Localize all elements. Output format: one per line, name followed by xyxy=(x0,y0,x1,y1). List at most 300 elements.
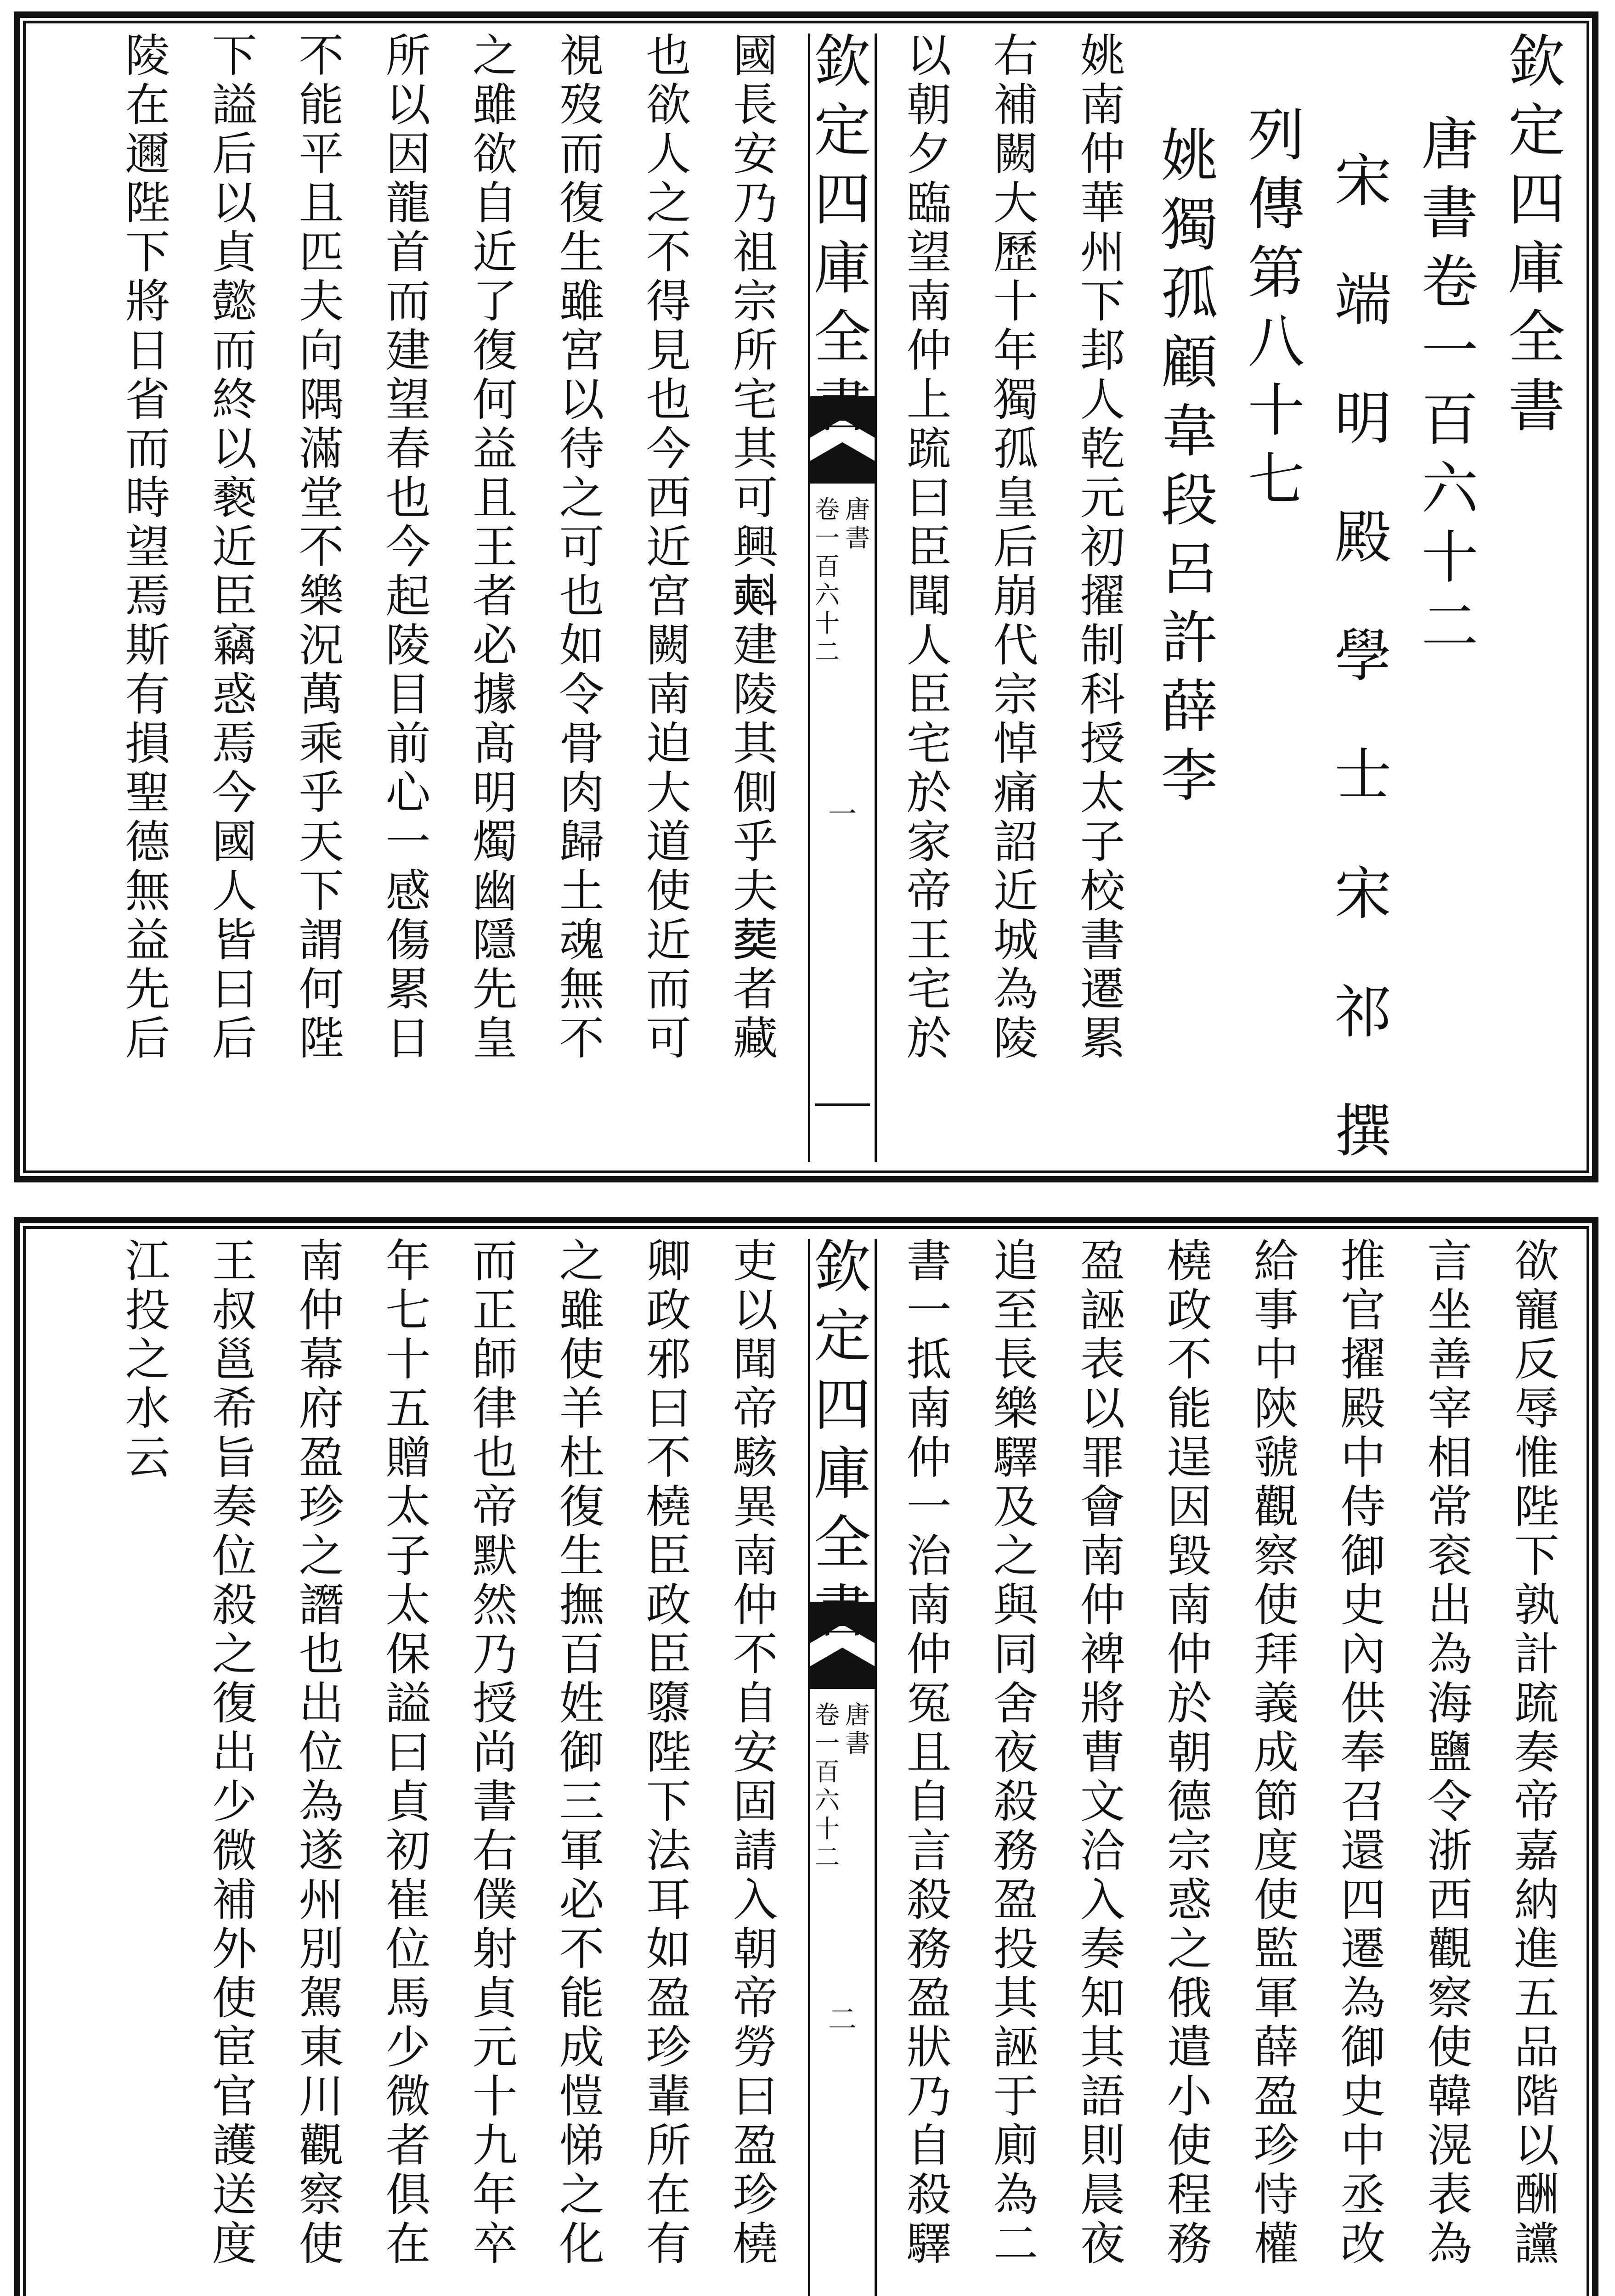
text-char: 得 xyxy=(646,276,691,328)
text-char: 為 xyxy=(1427,2218,1473,2270)
text-char: 宋 xyxy=(1334,148,1392,214)
text-column xyxy=(1233,1235,1320,2296)
text-char: 察 xyxy=(1254,1530,1299,1582)
text-char: 使 xyxy=(1254,1874,1299,1926)
text-char: 西 xyxy=(1427,1874,1473,1926)
text-char: 盈 xyxy=(299,1432,344,1484)
text-char: 上 xyxy=(906,374,952,426)
text-char: 俄 xyxy=(1167,1972,1212,2025)
text-char: 也 xyxy=(646,30,691,82)
text-char: 擢 xyxy=(1080,570,1125,623)
text-char: 其 xyxy=(1080,2021,1125,2074)
text-char: 橈 xyxy=(646,1481,691,1533)
fishtail-meta-char: 十 xyxy=(815,609,840,638)
text-char: 也 xyxy=(472,1432,518,1484)
text-char: 擢 xyxy=(1340,1334,1386,1386)
text-char: 近 xyxy=(472,226,518,279)
text-char: 下 xyxy=(1514,1530,1559,1582)
text-char: 大 xyxy=(993,177,1039,230)
text-column xyxy=(1146,34,1233,1162)
text-char: 復 xyxy=(472,325,518,377)
text-char: 誣 xyxy=(993,2021,1039,2074)
text-char: 七 xyxy=(385,1284,431,1337)
text-char: 長 xyxy=(993,1334,1039,1386)
text-char: 段 xyxy=(1161,467,1218,534)
text-char: 推 xyxy=(1340,1235,1386,1288)
text-char: 四 xyxy=(1508,167,1565,233)
text-char: 欲 xyxy=(1514,1235,1559,1288)
text-char: 書 xyxy=(906,1235,952,1288)
text-char: 不 xyxy=(559,1923,604,1975)
text-char: 懿 xyxy=(212,276,257,328)
text-char xyxy=(1329,806,1398,865)
text-char: 十 xyxy=(472,2071,518,2123)
text-char: 宮 xyxy=(559,325,604,377)
text-char: 益 xyxy=(472,423,518,475)
text-char: 於 xyxy=(906,1013,952,1065)
text-char: 視 xyxy=(559,30,604,82)
text-char: 狀 xyxy=(906,2021,952,2074)
text-char: 之 xyxy=(212,1628,257,1681)
text-char: 所 xyxy=(385,30,431,82)
text-char: 裨 xyxy=(1080,1628,1125,1681)
text-char: 者 xyxy=(385,2120,431,2172)
text-char: 無 xyxy=(559,963,604,1016)
text-char: 歸 xyxy=(559,816,604,868)
text-char: 臣 xyxy=(906,669,952,721)
text-char: 宗 xyxy=(1167,1825,1212,1877)
text-char: 王 xyxy=(906,914,952,967)
text-column xyxy=(191,30,278,1162)
text-char: 盈 xyxy=(906,1972,952,2025)
text-char: 年 xyxy=(993,325,1039,377)
text-char: 近 xyxy=(646,521,691,574)
text-char: 十 xyxy=(1248,378,1305,444)
text-char: 南 xyxy=(1080,79,1125,131)
text-char: 興 xyxy=(733,521,778,574)
text-char: 后 xyxy=(212,128,257,180)
text-char: 使 xyxy=(1167,2120,1212,2172)
text-char: 隳 xyxy=(646,1677,691,1730)
text-char: 列 xyxy=(1248,102,1305,169)
text-column xyxy=(104,1235,191,2296)
text-char: 且 xyxy=(299,177,344,230)
text-char: 也 xyxy=(385,472,431,524)
text-char: 欲 xyxy=(646,79,691,131)
text-char: 師 xyxy=(472,1334,518,1386)
text-column xyxy=(625,1235,712,2296)
text-char: 國 xyxy=(212,816,257,868)
text-char: 之 xyxy=(646,177,691,230)
text-char: 位 xyxy=(385,1923,431,1975)
text-char: 明 xyxy=(1334,386,1392,452)
text-char: 曰 xyxy=(646,1383,691,1435)
text-char: 第 xyxy=(1248,240,1305,306)
text-char: 在 xyxy=(125,79,170,131)
text-char: 天 xyxy=(299,816,344,868)
text-char: 邕 xyxy=(212,1334,257,1386)
text-char: 之 xyxy=(299,1530,344,1582)
text-char: 祖 xyxy=(733,226,778,279)
text-column xyxy=(278,30,365,1162)
text-char: 階 xyxy=(1514,2071,1559,2123)
text-char: 馬 xyxy=(385,1972,431,2025)
fishtail-meta-char: 十 xyxy=(815,1814,840,1843)
text-char: 浙 xyxy=(1427,1825,1473,1877)
text-char: 長 xyxy=(733,79,778,131)
text-column xyxy=(886,30,972,1162)
text-char: 自 xyxy=(906,1776,952,1828)
text-char: 補 xyxy=(993,79,1039,131)
text-char xyxy=(1329,925,1398,984)
text-char: 珍 xyxy=(299,1481,344,1533)
text-char: 宗 xyxy=(993,669,1039,721)
text-char: 國 xyxy=(733,30,778,82)
text-char: 贈 xyxy=(385,1432,431,1484)
text-char: 𣂏 xyxy=(733,570,778,623)
text-char: 省 xyxy=(125,374,170,426)
fishtail-meta-char: 書 xyxy=(845,1729,870,1758)
text-char: 安 xyxy=(733,1727,778,1779)
text-char: 所 xyxy=(646,2120,691,2172)
text-char: 會 xyxy=(1080,1481,1125,1533)
text-char: 出 xyxy=(299,1677,344,1730)
text-char: 欲 xyxy=(472,128,518,180)
text-char: 四 xyxy=(1340,1874,1386,1926)
text-char: 驛 xyxy=(906,2218,952,2270)
text-char: 自 xyxy=(733,1677,778,1730)
text-char: 九 xyxy=(472,2120,518,2172)
text-char: 度 xyxy=(1254,1825,1299,1877)
fishtail-meta-char: 唐 xyxy=(845,1700,870,1729)
text-char: 珍 xyxy=(1254,2120,1299,2172)
text-char: 謚 xyxy=(212,79,257,131)
text-char: 內 xyxy=(1340,1628,1386,1681)
text-char: 使 xyxy=(299,2218,344,2270)
text-char: 必 xyxy=(472,619,518,672)
text-char: 時 xyxy=(125,472,170,524)
text-char: 以 xyxy=(906,30,952,82)
text-char: 南 xyxy=(906,1383,952,1435)
text-char: 書 xyxy=(1080,914,1125,967)
text-char: 七 xyxy=(1248,447,1305,513)
text-char: 觀 xyxy=(299,2120,344,2172)
text-char: 水 xyxy=(125,1383,170,1435)
text-char: 薛 xyxy=(1254,2021,1299,2074)
text-char: 了 xyxy=(472,276,518,328)
text-char: 因 xyxy=(385,128,431,180)
text-char: 幕 xyxy=(299,1334,344,1386)
text-char: 南 xyxy=(299,1235,344,1288)
text-char: 校 xyxy=(1080,865,1125,917)
text-char: 何 xyxy=(299,963,344,1016)
text-char: 也 xyxy=(559,570,604,623)
text-char: 不 xyxy=(299,521,344,574)
text-char: 宦 xyxy=(212,2021,257,2074)
text-char: 端 xyxy=(1334,267,1392,333)
text-column xyxy=(104,30,191,1162)
text-char: 乎 xyxy=(733,816,778,868)
text-char: 護 xyxy=(212,2120,257,2172)
text-char: 孤 xyxy=(1161,261,1218,327)
text-char: 邇 xyxy=(125,128,170,180)
text-char: 元 xyxy=(1080,472,1125,524)
fishtail-volume-info xyxy=(810,1700,875,1874)
text-char: 仲 xyxy=(1080,1579,1125,1632)
text-char: 𦵏 xyxy=(733,914,778,967)
text-char: 近 xyxy=(646,914,691,967)
text-char: 投 xyxy=(125,1284,170,1337)
text-char: 晨 xyxy=(1080,2169,1125,2221)
text-char: 撰 xyxy=(1334,1098,1392,1165)
text-char: 夫 xyxy=(299,276,344,328)
text-char: 以 xyxy=(1080,1383,1125,1435)
text-char: 殿 xyxy=(1334,504,1392,571)
text-char: 南 xyxy=(646,669,691,721)
text-char: 宋 xyxy=(1334,861,1392,927)
text-char: 王 xyxy=(472,521,518,574)
text-char: 如 xyxy=(559,619,604,672)
text-char: 為 xyxy=(993,963,1039,1016)
text-char: 迫 xyxy=(646,718,691,770)
text-char: 於 xyxy=(906,767,952,819)
text-char: 帝 xyxy=(472,1481,518,1533)
text-char: 耳 xyxy=(646,1874,691,1926)
text-char: 送 xyxy=(212,2169,257,2221)
text-char: 乃 xyxy=(906,2071,952,2123)
text-char: 有 xyxy=(646,2218,691,2270)
text-char: 乃 xyxy=(472,1628,518,1681)
text-char: 酬 xyxy=(1514,2169,1559,2221)
text-char: 權 xyxy=(1254,2218,1299,2270)
text-char: 政 xyxy=(1167,1284,1212,1337)
text-char: 如 xyxy=(646,1923,691,1975)
text-char: 盈 xyxy=(1080,1235,1125,1288)
text-char: 輩 xyxy=(646,2071,691,2123)
text-char: 感 xyxy=(385,865,431,917)
text-char: 陵 xyxy=(733,669,778,721)
text-char: 將 xyxy=(1080,1677,1125,1730)
text-char: 焉 xyxy=(212,718,257,770)
text-char: 表 xyxy=(1080,1334,1125,1386)
text-char: 太 xyxy=(1080,767,1125,819)
top-page-frame xyxy=(14,11,1598,1182)
text-char: 殺 xyxy=(906,1874,952,1926)
text-char: 二 xyxy=(1421,594,1479,660)
text-char: 初 xyxy=(385,1825,431,1877)
text-char: 拜 xyxy=(1254,1628,1299,1681)
text-char: 累 xyxy=(1080,1013,1125,1065)
text-char: 太 xyxy=(385,1481,431,1533)
text-column xyxy=(1059,30,1146,1162)
text-char: 其 xyxy=(733,718,778,770)
text-char: 品 xyxy=(1514,2021,1559,2074)
text-char: 不 xyxy=(733,1628,778,1681)
text-char: 三 xyxy=(559,1776,604,1828)
text-char: 政 xyxy=(646,1284,691,1337)
text-column xyxy=(712,1235,799,2296)
text-char: 書 xyxy=(1508,373,1565,439)
text-char: 帝 xyxy=(733,1972,778,2025)
text-char: 貞 xyxy=(212,226,257,279)
text-char: 望 xyxy=(385,374,431,426)
text-char: 使 xyxy=(646,865,691,917)
text-char: 宅 xyxy=(906,963,952,1016)
fishtail-meta-char: 二 xyxy=(815,1843,840,1872)
text-char: 雖 xyxy=(472,79,518,131)
text-char: 為 xyxy=(993,2169,1039,2221)
text-char: 近 xyxy=(993,865,1039,917)
text-char: 土 xyxy=(559,865,604,917)
text-column xyxy=(1493,29,1580,1162)
text-char: 惑 xyxy=(1167,1874,1212,1926)
bottom-page-fishtail-column xyxy=(808,1234,877,2296)
text-char: 六 xyxy=(1421,456,1479,522)
text-char: 律 xyxy=(472,1383,518,1435)
text-char: 近 xyxy=(212,521,257,574)
text-char: 務 xyxy=(1167,2218,1212,2270)
text-char: 中 xyxy=(1340,1432,1386,1484)
text-char: 燭 xyxy=(472,816,518,868)
text-char: 則 xyxy=(1080,2120,1125,2172)
text-char: 年 xyxy=(385,1235,431,1288)
text-char: 歿 xyxy=(559,79,604,131)
text-char: 遂 xyxy=(299,1825,344,1877)
text-char: 闕 xyxy=(993,128,1039,180)
text-char: 不 xyxy=(299,30,344,82)
fishtail-meta-char: 唐 xyxy=(845,495,870,524)
text-char: 累 xyxy=(385,963,431,1016)
text-char: 代 xyxy=(993,619,1039,672)
text-char: 少 xyxy=(212,1776,257,1828)
text-char: 日 xyxy=(125,325,170,377)
text-char: 帝 xyxy=(906,865,952,917)
text-char: 卿 xyxy=(646,1235,691,1288)
text-char: 士 xyxy=(1334,742,1392,808)
text-char: 察 xyxy=(299,2169,344,2221)
text-char: 卒 xyxy=(472,2218,518,2270)
text-char: 曰 xyxy=(906,472,952,524)
text-char: 抵 xyxy=(906,1334,952,1386)
text-char: 之 xyxy=(1167,1923,1212,1975)
text-char: 別 xyxy=(299,1923,344,1975)
text-char: 帝 xyxy=(1514,1776,1559,1828)
text-char: 默 xyxy=(472,1530,518,1582)
text-char: 外 xyxy=(212,1923,257,1975)
text-char: 復 xyxy=(559,177,604,230)
text-char: 冤 xyxy=(906,1677,952,1730)
text-char: 微 xyxy=(212,1825,257,1877)
text-char: 平 xyxy=(299,128,344,180)
fishtail-title xyxy=(810,1234,875,1652)
text-char: 人 xyxy=(1080,374,1125,426)
text-char: 建 xyxy=(385,325,431,377)
text-char: 駕 xyxy=(299,1972,344,2025)
text-char: 州 xyxy=(299,1874,344,1926)
text-column xyxy=(278,1235,365,2296)
text-char: 陛 xyxy=(1514,1481,1559,1533)
text-column xyxy=(972,1235,1059,2296)
text-char: 陵 xyxy=(385,619,431,672)
text-char: 異 xyxy=(733,1481,778,1533)
fishtail-title-char: 全 xyxy=(813,304,871,371)
text-column xyxy=(1320,1235,1406,2296)
text-char: 罪 xyxy=(1080,1432,1125,1484)
fishtail-title-char: 庫 xyxy=(813,1441,871,1507)
text-char xyxy=(1329,450,1398,509)
text-char: 南 xyxy=(733,1530,778,1582)
text-char: 一 xyxy=(1421,318,1479,384)
text-char: 因 xyxy=(1167,1481,1212,1533)
text-char: 且 xyxy=(906,1727,952,1779)
text-char: 惑 xyxy=(212,669,257,721)
text-char: 令 xyxy=(1427,1776,1473,1828)
text-column xyxy=(452,30,538,1162)
text-char: 德 xyxy=(125,816,170,868)
text-char: 明 xyxy=(472,767,518,819)
text-char: 乾 xyxy=(1080,423,1125,475)
text-char: 幽 xyxy=(472,865,518,917)
text-char: 虢 xyxy=(1254,1432,1299,1484)
text-char xyxy=(1329,212,1398,271)
text-char: 復 xyxy=(212,1677,257,1730)
fishtail-title-char: 定 xyxy=(813,98,871,164)
text-char: 下 xyxy=(299,865,344,917)
text-char: 今 xyxy=(385,521,431,574)
text-char: 盈 xyxy=(993,1874,1039,1926)
fishtail-title xyxy=(810,29,875,447)
text-column xyxy=(1146,1235,1233,2296)
text-char: 之 xyxy=(559,2169,604,2221)
text-char: 皆 xyxy=(212,914,257,967)
text-char: 叔 xyxy=(212,1284,257,1337)
text-char: 義 xyxy=(1254,1677,1299,1730)
text-char: 藏 xyxy=(733,1013,778,1065)
text-char: 不 xyxy=(559,1013,604,1065)
text-char: 向 xyxy=(299,325,344,377)
text-char: 庫 xyxy=(1508,236,1565,302)
text-char: 逞 xyxy=(1167,1432,1212,1484)
text-char: 投 xyxy=(993,1923,1039,1975)
text-char: 授 xyxy=(1080,718,1125,770)
text-char: 邪 xyxy=(646,1334,691,1386)
text-char: 衮 xyxy=(1427,1530,1473,1582)
text-column xyxy=(538,30,625,1162)
text-char: 書 xyxy=(1421,180,1479,247)
text-char: 望 xyxy=(906,226,952,279)
text-char: 遷 xyxy=(1080,963,1125,1016)
text-char xyxy=(1329,687,1398,747)
text-char: 不 xyxy=(646,226,691,279)
text-char: 為 xyxy=(299,1776,344,1828)
text-char: 宅 xyxy=(906,718,952,770)
text-char: 其 xyxy=(733,423,778,475)
text-char: 樂 xyxy=(993,1383,1039,1435)
text-char: 云 xyxy=(125,1432,170,1484)
text-column xyxy=(712,30,799,1162)
text-char: 下 xyxy=(125,226,170,279)
text-char: 安 xyxy=(733,128,778,180)
text-char: 年 xyxy=(472,2169,518,2221)
text-char: 以 xyxy=(212,177,257,230)
text-char: 一 xyxy=(906,1481,952,1533)
text-char: 悌 xyxy=(559,2120,604,2172)
text-column xyxy=(365,30,452,1162)
text-char: 悼 xyxy=(993,718,1039,770)
text-char: 位 xyxy=(299,1727,344,1779)
text-char: 史 xyxy=(1340,2071,1386,2123)
text-char: 知 xyxy=(1080,1972,1125,2025)
